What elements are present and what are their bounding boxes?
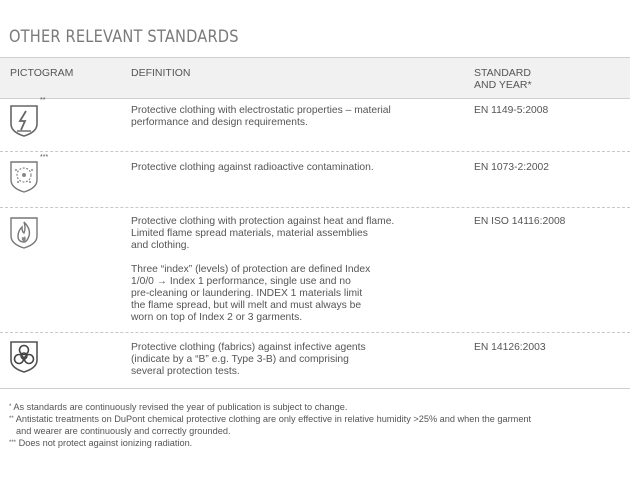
footnote-mark: ** <box>40 97 46 104</box>
footnote-2-mark: ** <box>9 416 14 422</box>
header-pictogram: PICTOGRAM <box>10 67 74 79</box>
footnote-3 <box>9 438 192 450</box>
row-divider <box>0 332 630 333</box>
header-standard-line1: STANDARD <box>474 67 531 79</box>
row-standard: EN 14126:2003 <box>474 342 546 353</box>
footnote-1-mark: * <box>9 404 12 410</box>
row-definition: Protective clothing with electrostatic properties – material performance and design requirements. <box>131 105 391 128</box>
row-definition: Protective clothing (fabrics) against infective agents (indicate by a “B” e.g. Type 3-B) and comprising several protection tests. <box>131 342 366 377</box>
row-standard: EN 1149-5:2008 <box>474 105 549 116</box>
flame-icon <box>9 216 39 250</box>
footnote-2 <box>9 414 531 426</box>
footnote-3-mark: *** <box>9 440 17 446</box>
row-definition: Protective clothing against radioactive contamination. <box>131 162 374 173</box>
footnote-mark: *** <box>40 154 49 161</box>
header-definition: DEFINITION <box>131 67 191 79</box>
row-definition-extra: Three “index” (levels) of protection are defined Index 1/0/0 → Index 1 performance, single use and no pre-cleaning or laundering. INDEX 1 materials limit the flame spread, but will melt and must always be worn on top of Index 2 or 3 garments. <box>131 264 371 323</box>
row-divider <box>0 151 630 152</box>
footnote-3-text: Does not protect against ionizing radiation. <box>18 438 193 448</box>
footnote-1 <box>9 402 347 414</box>
biohazard-icon <box>9 340 39 374</box>
antistatic-icon <box>9 104 39 138</box>
header-standard <box>474 67 532 91</box>
row-definition: Protective clothing with protection against heat and flame. Limited flame spread materials, material assemblies and clothing. <box>131 216 395 251</box>
table-bottom-border <box>0 388 630 389</box>
footnote-2-text-line1: Antistatic treatments on DuPont chemical protective clothing are only effective in relative humidity >25% and when the garment <box>15 414 532 424</box>
page-title: OTHER RELEVANT STANDARDS <box>9 27 239 47</box>
radioactive-contamination-icon <box>9 160 39 194</box>
footnote-1-text: As standards are continuously revised the year of publication is subject to change. <box>13 402 348 412</box>
header-standard-line2: AND YEAR* <box>474 79 532 91</box>
row-standard: EN ISO 14116:2008 <box>474 216 566 227</box>
table-header <box>0 57 630 99</box>
footnote-2-cont: and wearer are continuously and correctly grounded. <box>16 426 231 436</box>
row-divider <box>0 207 630 208</box>
row-standard: EN 1073-2:2002 <box>474 162 549 173</box>
